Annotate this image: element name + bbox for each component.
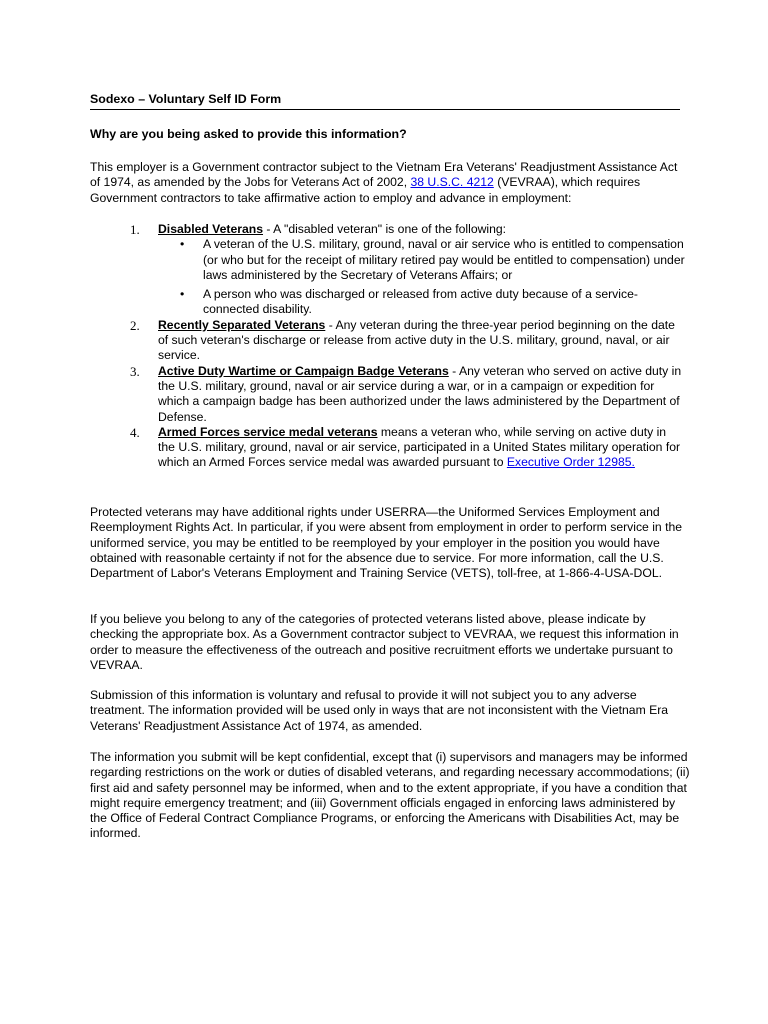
list-number: 2.	[130, 317, 140, 333]
list-number: 4.	[130, 424, 140, 440]
category-name: Active Duty Wartime or Campaign Badge Veterans	[158, 363, 449, 378]
list-number: 1.	[130, 222, 140, 237]
definition-item	[158, 237, 685, 283]
executive-order-link[interactable]: Executive Order 12985.	[506, 455, 635, 470]
category-armed-forces-medal-veterans	[130, 425, 685, 471]
vevraa-request-paragraph: If you believe you belong to any of the categories of protected veterans listed above, please indicate by checking the appropriate box. As a Government contractor subject to VEVRAA, we request this information in order to measure the effectiveness of the outreach and positive recruitment efforts we undertake pursuant to VEVRAA.	[90, 612, 679, 672]
intro-text-after-link: (VEVRAA), which requires Government contractors to take affirmative action to employ and advance in employment:	[90, 175, 641, 205]
definition-text: A person who was discharged or released from active duty because of a service-connected disability.	[203, 287, 638, 317]
intro-paragraph	[90, 160, 690, 206]
category-text: - Any veteran who served on active duty in the U.S. military, ground, naval or air service during a war, or in a campaign or expedition for which a campaign badge has been authorized under the laws administered by the Department of Defense.	[158, 363, 682, 424]
list-number: 3.	[130, 363, 140, 379]
bullet-icon: •	[180, 237, 185, 252]
veteran-categories-list	[130, 222, 685, 471]
definition-text: A veteran of the U.S. military, ground, naval or air service who is entitled to compensation (or who but for the receipt of military retired pay would be entitled to compensation) under laws administered by the Secretary of Veterans Affairs; or	[203, 237, 685, 282]
category-name: Disabled Veterans	[158, 222, 263, 236]
voluntary-submission-paragraph: Submission of this information is voluntary and refusal to provide it will not subject you to any adverse treatment. The information provided will be used only in ways that are not inconsistent with the Vietnam Era Veterans' Readjustment Assistance Act of 1974, as amended.	[90, 688, 669, 733]
category-text: - A "disabled veteran" is one of the following:	[263, 222, 507, 236]
definition-item	[158, 287, 685, 318]
category-name: Armed Forces service medal veterans	[158, 424, 378, 439]
intro-text-before-link: This employer is a Government contractor subject to the Vietnam Era Veterans' Readjustment Assistance Act of 1974, as amended by the Jobs for Veterans Act of 2002,	[90, 160, 678, 190]
usc-4212-link[interactable]: 38 U.S.C. 4212	[410, 175, 494, 190]
category-active-duty-wartime-veterans	[130, 364, 685, 425]
category-name: Recently Separated Veterans	[158, 317, 326, 332]
userra-paragraph: Protected veterans may have additional rights under USERRA—the Uniformed Services Employment and Reemployment Rights Act. In particular, if you were absent from employment in order to perform service in the uniformed service, you may be entitled to be reemployed by your employer in the position you would have obtained with reasonable certainty if not for the absence due to service. For more information, call the U.S. Department of Labor's Veterans Employment and Training Service (VETS), toll-free, at 1-866-4-USA-DOL.	[90, 505, 683, 581]
category-disabled-veterans	[130, 222, 685, 318]
category-recently-separated-veterans	[130, 318, 685, 364]
document-title: Sodexo – Voluntary Self ID Form	[90, 92, 680, 110]
confidentiality-paragraph: The information you submit will be kept confidential, except that (i) supervisors and managers may be informed regarding restrictions on the work or duties of disabled veterans, and regarding necessary accommodations; (ii) first aid and safety personnel may be informed, when and to the extent appropriate, if you have a condition that might require emergency treatment; and (iii) Government officials engaged in enforcing laws administered by the Office of Federal Contract Compliance Programs, or enforcing the Americans with Disabilities Act, may be informed.	[90, 750, 690, 841]
category-text: means a veteran who, while serving on active duty in the U.S. military, ground, naval or air service, participated in a United States military operation for which an Armed Forces service medal was awarded pursuant to	[158, 424, 681, 470]
disabled-veteran-definitions	[158, 237, 685, 317]
section-heading: Why are you being asked to provide this information?	[90, 127, 407, 141]
bullet-icon: •	[180, 287, 185, 302]
category-text: - Any veteran during the three-year period beginning on the date of such veteran's discharge or release from active duty in the U.S. military, ground, naval, or air service.	[158, 317, 675, 363]
